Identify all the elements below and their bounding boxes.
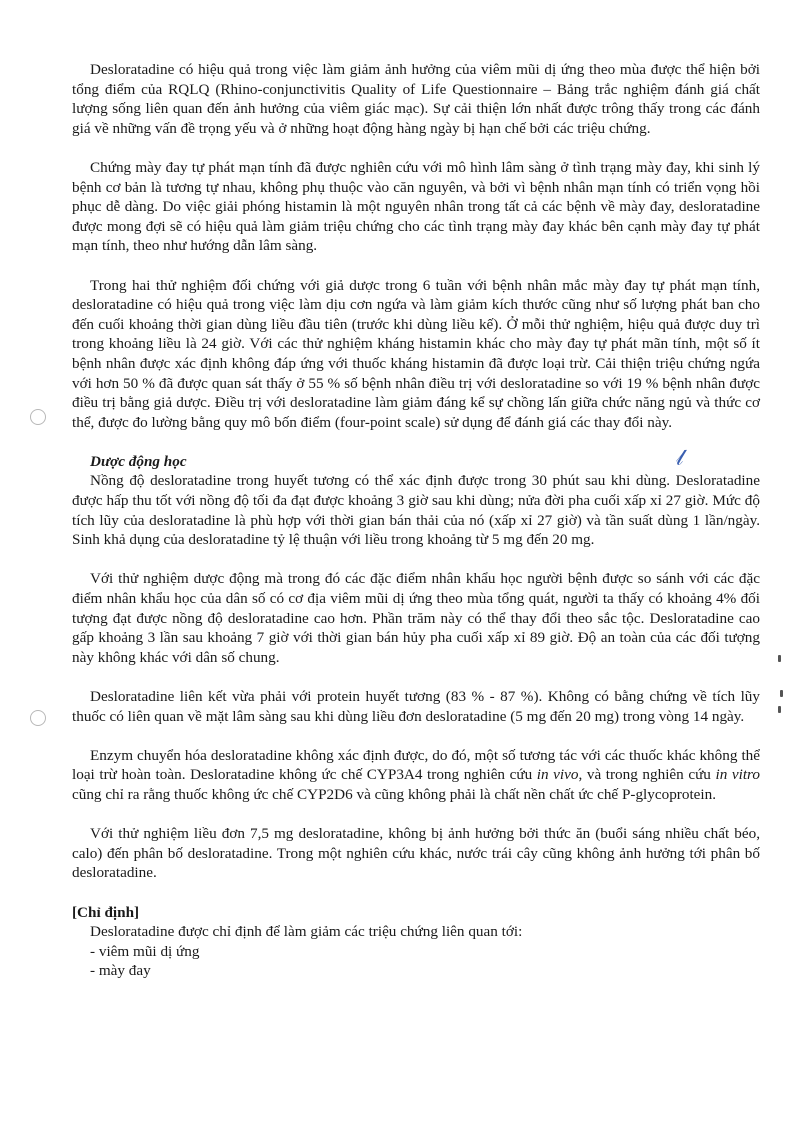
italic-term: in vivo bbox=[536, 766, 579, 784]
paragraph: Trong hai thử nghiệm đối chứng với giả dược trong 6 tuần với bệnh nhân mắc mày đay tự phát mạn tính, desloratadine có hiệu quả trong việc làm dịu cơn ngứa và làm giảm kích thước cũng như số lượng phát ban cho đến cuối khoảng thời gian dùng liều đầu tiên (trước khi dùng liều kế). Ở mỗi thử nghiệm, hiệu quả được duy trì trong khoảng liều là 24 giờ. Với các thử nghiệm kháng histamin khác cho mày đay tự phát mãn tính, một số ít bệnh nhân được xác định không đáp ứng với thuốc kháng histamin đã được loại trừ. Cải thiện triệu chứng ngứa với hơn 50 % đã được quan sát thấy ở 55 % số bệnh nhân điều trị với desloratadine so với 19 % bệnh nhân được điều trị bằng giả dược. Điều trị với desloratadine làm giảm đáng kể sự chồng lấn giữa chức năng ngủ và thức cơ thể, được đo lường bằng quy mô bốn điểm (four-point scale) sử dụng để đánh giá các thay đổi này. bbox=[72, 276, 760, 431]
handwritten-initial-mark: 𝓁 bbox=[676, 446, 684, 471]
list-item: - viêm mũi dị ứng bbox=[90, 942, 200, 960]
margin-mark bbox=[778, 706, 781, 713]
section-heading-pharmacokinetics: Dược động học bbox=[90, 452, 187, 470]
paragraph: Với thử nghiệm dược động mà trong đó các đặc điểm nhân khẩu học người bệnh được so sánh với các đặc điểm nhân khẩu học của dân số có cơ địa viêm mũi dị ứng theo mùa tổng quát, người ta thấy có khoảng 4% đối tượng đạt được nồng độ desloratadine cao hơn. Phần trăm này có thể thay đổi theo sắc tộc. Desloratadine cao gấp khoảng 3 lần sau khoảng 7 giờ với thời gian bán hủy pha cuối xấp xỉ 89 giờ. Độ an toàn của các đối tượng này không khác với dân số chung. bbox=[72, 570, 760, 666]
paragraph: Desloratadine liên kết vừa phải với protein huyết tương (83 % - 87 %). Không có bằng chứng về tích lũy thuốc có liên quan về mặt lâm sàng sau khi dùng liều đơn desloratadine (5 mg đến 20 mg) trong vòng 14 ngày. bbox=[72, 688, 760, 725]
italic-term: in vitro bbox=[715, 766, 761, 784]
margin-mark bbox=[778, 655, 781, 662]
paragraph: Desloratadine có hiệu quả trong việc làm giảm ảnh hưởng của viêm mũi dị ứng theo mùa được thể hiện bởi tổng điểm của RQLQ (Rhino-conjunctivitis Quality of Life Questionnaire – Bảng trắc nghiệm đánh giá chất lượng sống liên quan đến ảnh hưởng của viêm giác mạc). Sự cải thiện lớn nhất được trông thấy trong các đánh giá về những vấn đề trọng yếu và ở những hoạt động hàng ngày bị hạn chế bởi các triệu chứng. bbox=[72, 61, 760, 137]
paragraph-text: , và trong nghiên cứu bbox=[578, 766, 716, 784]
paragraph: Với thử nghiệm liều đơn 7,5 mg desloratadine, không bị ảnh hưởng bởi thức ăn (buổi sáng nhiều chất béo, calo) đến phân bố desloratadine. Trong một nghiên cứu khác, nước trái cây cũng không ảnh hưởng tới phân bố desloratadine. bbox=[72, 825, 760, 882]
document-page bbox=[72, 60, 760, 981]
punch-hole-upper bbox=[30, 409, 46, 425]
margin-mark bbox=[780, 690, 783, 697]
indication-intro: Desloratadine được chỉ định để làm giảm các triệu chứng liên quan tới: bbox=[90, 923, 523, 941]
list-item: - mày đay bbox=[90, 962, 151, 980]
paragraph: Chứng mày đay tự phát mạn tính đã được nghiên cứu với mô hình lâm sàng ở tình trạng mày đay, khi sinh lý bệnh cơ bản là tương tự nhau, không phụ thuộc vào căn nguyên, và bởi vì bệnh nhân mạn tính có triển vọng hồi phục dễ dàng. Do việc giải phóng histamin là một nguyên nhân trong tất cả các bệnh về mày đay, desloratadine được mong đợi sẽ có hiệu quả làm giảm triệu chứng cho các tình trạng mày đay khác bên cạnh mày đay tự phát mạn tính, theo như hướng dẫn lâm sàng. bbox=[72, 158, 760, 255]
paragraph-text: Enzym chuyển hóa desloratadine không xác định được, do đó, một số tương tác với các thuốc khác không thể loại trừ hoàn toàn. Desloratadine không ức chế CYP3A4 trong nghiên cứu bbox=[72, 746, 760, 784]
punch-hole-lower bbox=[30, 710, 46, 726]
paragraph: Nồng độ desloratadine trong huyết tương có thể xác định được trong 30 phút sau khi dùng. Desloratadine được hấp thu tốt với nồng độ tối đa đạt được khoảng 3 giờ sau khi dùng; nửa đời pha cuối xấp xỉ 27 giờ. Mức độ tích lũy của desloratadine là phù hợp với thời gian bán thải của nó (xấp xỉ 27 giờ) và tần suất dùng 1 lần/ngày. Sinh khả dụng của desloratadine tỷ lệ thuận với liều trong khoảng từ 5 mg đến 20 mg. bbox=[72, 472, 760, 549]
section-heading-indication: [Chỉ định] bbox=[72, 903, 140, 921]
paragraph bbox=[72, 746, 760, 805]
paragraph-text: cũng chỉ ra rằng thuốc không ức chế CYP2D6 và cũng không phải là chất nền chất ức chế P-glycoprotein. bbox=[72, 785, 717, 803]
